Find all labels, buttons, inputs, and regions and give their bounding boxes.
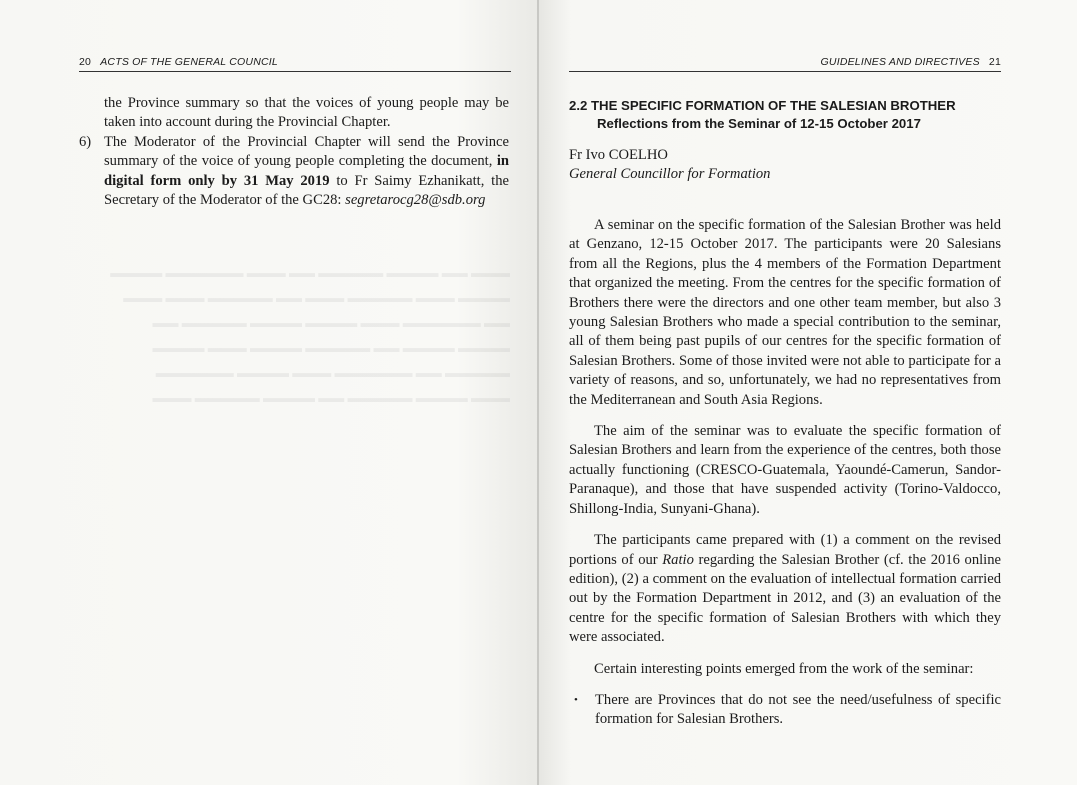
item-6-label: 6) [79,133,92,150]
continued-paragraph: the Province summary so that the voices of young people may be taken into account during the Provincial Chapter. [104,95,509,131]
right-page-number: 21 [988,56,1001,68]
left-page-number: 20 [79,56,92,68]
paragraph-2: The aim of the seminar was to evaluate the specific formation of Salesian Brothers and learn from the experience of the centres, both those actually functioning (CRESCO-Guatemala, Yaoundé-Camerun, Sandor-Paranaque), and those that have suspended activity (Torino-Valdocco, Shillong-India, Sunyani-Ghana). [569,423,1001,517]
paragraph-3-text-b: regarding the Salesian Brother (cf. the 2016 online edition), (2) a comment on the evaluation of intellectual formation carried out by the Formation Department in 2012, and (3) an evaluation of the centre for the specific formation of Salesian Brothers with which they were associated. [569,551,1001,646]
bullet-icon: • [574,693,578,706]
section-title: 2.2 THE SPECIFIC FORMATION OF THE SALESIAN BROTHER [569,98,956,113]
right-page [539,0,1077,785]
bullet-item-1 [569,691,1001,730]
item-6-deadline: in digital form only by 31 May 2019 [104,153,509,189]
paragraph-3-ratio: Ratio [662,551,694,568]
left-running-title: ACTS OF THE GENERAL COUNCIL [100,56,278,68]
section-heading [569,97,1009,133]
section-subtitle: Reflections from the Seminar of 12-15 October 2017 [597,116,921,131]
item-6-text-a: The Moderator of the Provincial Chapter will send the Province summary of the voice of young people completing the document, [104,133,509,170]
numbered-item-6 [79,133,509,211]
right-body-text [569,216,1001,742]
paragraph-3 [569,531,1001,647]
paragraph-3-text-a: The participants came prepared with (1) a comment on the revised portions of our [569,532,1001,568]
left-running-head [79,55,511,72]
right-running-head [569,55,1001,72]
left-page [0,0,538,785]
paragraph-1: A seminar on the specific formation of the Salesian Brother was held at Genzano, 12-15 October 2017. The participants were 20 Salesians from all the Regions, plus the 4 members of the Formation Department that organized the meeting. From the centres for the specific formation of Brothers there were the directors and one other team member, but also 3 young Salesian Brothers who made a special contribution to the seminar, all of them being past pupils of our centres for the specific formation of Salesian Brothers. Some of those invited were not able to participate for a variety of reasons, and so, unfortunately, we had no representatives from the Mediterranean and South Asia Regions. [569,217,1001,408]
item-6-email: segretarocg28@sdb.org [345,192,486,209]
bullet-1-text: There are Provinces that do not see the need/usefulness of specific formation for Salesian Brothers. [595,691,1001,728]
left-body-text [79,94,509,210]
paragraph-4: Certain interesting points emerged from the work of the seminar: [594,660,974,677]
show-through-text: ▬▬▬ ▬▬ ▬▬▬▬ ▬▬▬▬▬ ▬▬ ▬▬▬ ▬▬▬▬▬▬ ▬▬▬▬ ▬▬▬▬ ▬▬▬ ▬▬▬▬▬ ▬▬▬ ▬▬ ▬▬▬▬▬ ▬▬▬ ▬▬▬ ▬▬ ▬▬▬▬▬▬ ▬▬▬ ▬▬▬▬ ▬▬▬▬ ▬▬▬▬▬ ▬▬ ▬▬▬▬ ▬▬▬▬ ▬▬ ▬▬▬▬▬ ▬▬▬▬ ▬▬▬ ▬▬▬▬ ▬▬▬▬▬ ▬▬ ▬▬▬▬▬▬ ▬▬▬ ▬▬▬▬ ▬▬▬▬▬▬ ▬▬▬ ▬▬▬▬ ▬▬▬▬▬ ▬▬ ▬▬▬▬ ▬▬▬▬▬ ▬▬▬ [110,265,510,405]
author-name: Fr Ivo COELHO [569,147,668,163]
author-block [569,146,770,185]
author-role: General Councillor for Formation [569,166,771,183]
item-6-text-b: to Fr Saimy Ezhanikatt, the Secretary of the Moderator of the GC28: [104,172,509,209]
right-running-title: GUIDELINES AND DIRECTIVES [820,56,980,68]
